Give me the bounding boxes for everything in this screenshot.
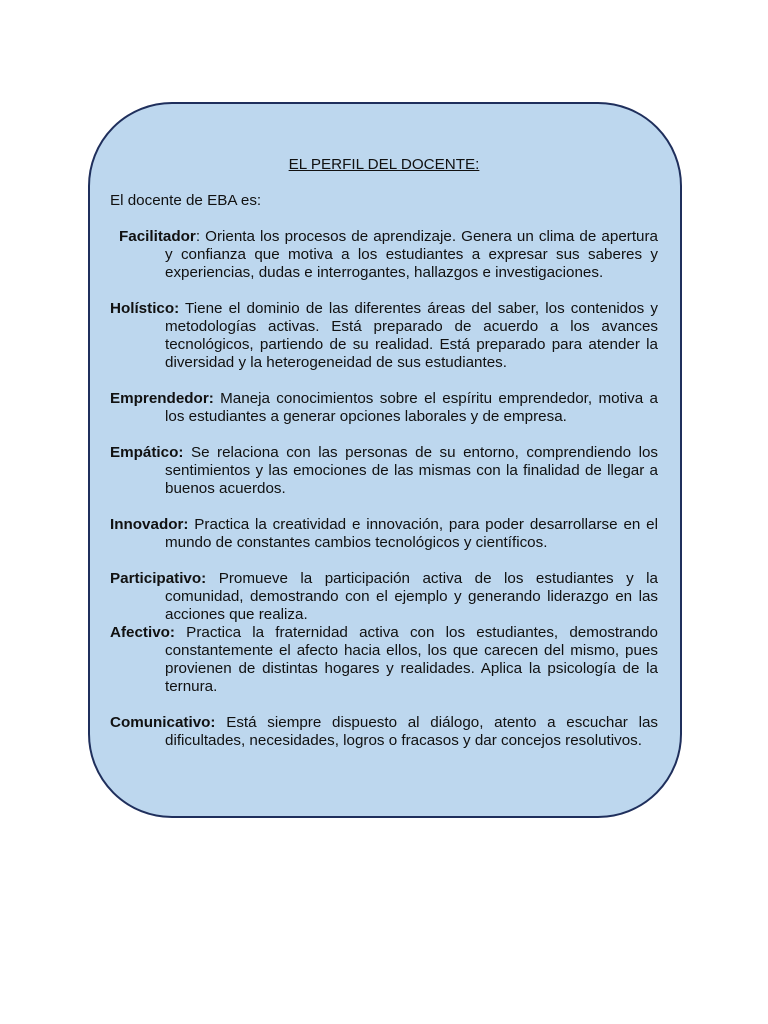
entry-term: Holístico: [110,300,180,317]
entry-afectivo [110,624,658,696]
entry-innovador [110,516,658,552]
entry-separator: : [195,228,201,245]
entry-term: Facilitador [119,228,196,245]
entry-description: Practica la fraternidad activa con los estudiantes, demostrando constantemente el afecto hacia ellos, los que carecen del mismo, pues provienen de distintas hogares y realidades. Aplica la psicología de la ternura. [165,624,658,695]
entry-empatico [110,444,658,498]
entry-term: Empático: [110,444,184,461]
entry-description: Tiene el dominio de las diferentes áreas del saber, los contenidos y metodologías activas. Está preparado de acuerdo a los avances tecnológicos, partiendo de su realidad. Está preparado para atender la diversidad y la heterogeneidad de sus estudiantes. [165,300,658,371]
intro-text: El docente de EBA es: [110,192,262,209]
entry-description: Practica la creatividad e innovación, para poder desarrollarse en el mundo de constantes cambios tecnológicos y científicos. [165,516,658,551]
entry-comunicativo [110,714,658,750]
document-title: EL PERFIL DEL DOCENTE: [288,156,480,173]
entry-description: Promueve la participación activa de los estudiantes y la comunidad, demostrando con el ejemplo y generando liderazgo en las acciones que realiza. [165,570,658,623]
card-content [110,156,658,768]
entry-facilitador [110,228,658,282]
entry-term: Afectivo: [110,624,175,641]
entry-emprendedor [110,390,658,426]
entry-description: Maneja conocimientos sobre el espíritu emprendedor, motiva a los estudiantes a generar opciones laborales y de empresa. [165,390,658,425]
entry-description: Se relaciona con las personas de su entorno, comprendiendo los sentimientos y las emociones de las mismas con la finalidad de llegar a buenos acuerdos. [165,444,658,497]
entry-term: Comunicativo: [110,714,216,731]
entry-term: Emprendedor: [110,390,214,407]
entry-description: Orienta los procesos de aprendizaje. Genera un clima de apertura y confianza que motiva a los estudiantes a expresar sus saberes y experiencias, dudas e interrogantes, hallazgos e investigaciones. [165,228,658,281]
entry-term: Innovador: [110,516,189,533]
entry-participativo [110,570,658,624]
entry-description: Está siempre dispuesto al diálogo, atento a escuchar las dificultades, necesidades, logros o fracasos y dar concejos resolutivos. [165,714,658,749]
entry-term: Participativo: [110,570,207,587]
entry-holistico [110,300,658,372]
